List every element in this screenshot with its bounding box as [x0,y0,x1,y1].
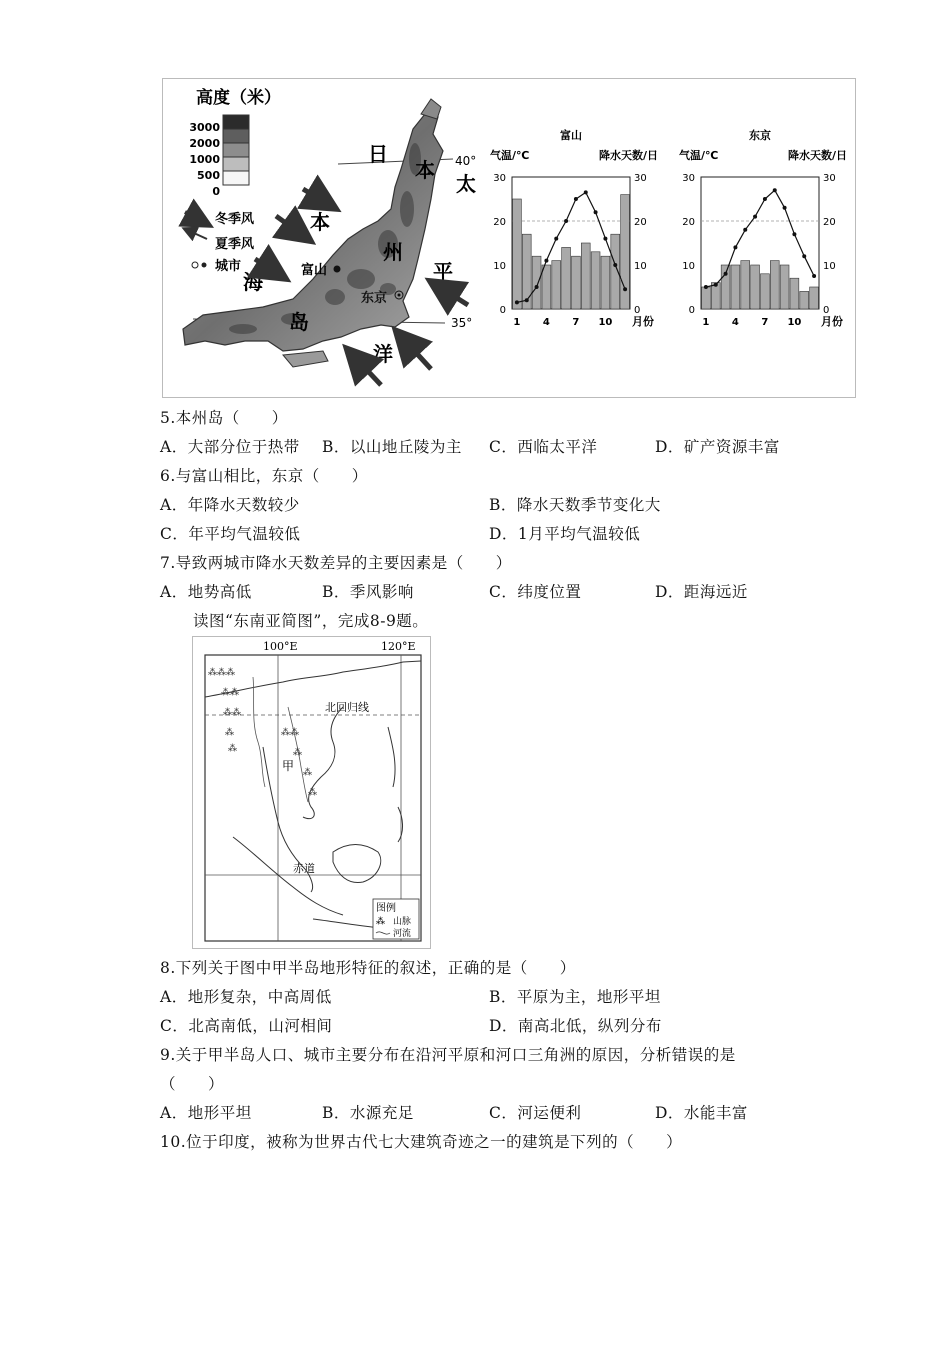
y-tick-left: 30 [493,173,506,184]
q10-stem: 10.位于印度，被称为世界古代七大建筑奇迹之一的建筑是下列的（ ） [160,1133,683,1151]
shikoku [283,351,328,367]
southeast-asia-map-svg [193,637,432,950]
q7-option-c: C．纬度位置 [489,583,582,601]
precip-bar [800,291,809,309]
tokyo-city-dot-icon [398,294,401,297]
temperature-point [613,263,617,267]
tokyo-label: 东京 [361,291,388,306]
q6-stem: 6.与富山相比，东京（ ） [160,467,368,485]
y-tick-right: 20 [634,217,647,228]
temperature-point [564,219,568,223]
temperature-point [544,259,548,263]
toyama-climate-chart [490,128,658,328]
temperature-point [783,206,787,210]
y-tick-left: 30 [682,173,695,184]
svg-text:⁂⁂: ⁂⁂ [221,688,239,698]
temperature-point [792,232,796,236]
right-axis-label: 降水天数/日 [787,149,847,162]
q8-option-b: B．平原为主，地形平坦 [489,988,661,1006]
left-axis-label: 气温/℃ [679,149,719,162]
temperature-point [724,272,728,276]
precip-bar [702,287,711,309]
legend-level: 0 [212,185,220,198]
legend-level: 1000 [189,153,220,166]
river [253,677,265,787]
svg-text:⁂⁂: ⁂⁂ [281,728,299,738]
precip-bar [810,287,819,309]
x-tick: 7 [572,317,580,328]
precip-bar [761,274,770,309]
honshu-char: 本 [415,158,435,182]
honshu-char: 岛 [289,310,309,334]
q9-option-a: A．地形平坦 [160,1104,252,1122]
lat35-label: 35° [451,316,473,330]
svg-text:⁂: ⁂ [303,768,312,778]
temperature-point [763,197,767,201]
lon120-label: 120°E [381,640,416,653]
precip-bar [513,199,522,309]
city-legend-icon [192,262,198,268]
legend-level: 3000 [189,121,220,134]
temperature-point [812,274,816,278]
svg-text:⁂: ⁂ [308,788,317,798]
x-tick: 1 [513,317,521,328]
legend-title: 高度（米） [196,88,281,108]
q9-option-b: B．水源充足 [322,1104,414,1122]
q7-option-d: D．距海远近 [655,583,748,601]
tropic-label: 北回归线 [325,701,369,714]
temperature-point [704,285,708,289]
winter-wind-legend-arrow [185,212,207,224]
y-tick-right: 10 [634,261,647,272]
y-tick-right: 0 [634,305,641,316]
winter-wind-label: 冬季风 [215,212,255,227]
temperature-point [773,188,777,192]
x-tick: 7 [761,317,769,328]
legend-level: 500 [197,169,220,182]
svg-text:⁂⁂: ⁂⁂ [223,708,241,718]
temperature-point [584,190,588,194]
precip-bar [522,234,531,309]
svg-text:⁂: ⁂ [225,728,234,738]
q7-option-a: A．地势高低 [160,583,252,601]
q8-option-a: A．地形复杂，中高周低 [160,988,332,1006]
lon100-label: 100°E [263,640,298,653]
sea-japan-char: 海 [243,270,263,294]
sea-japan-char: 本 [310,210,330,234]
temperature-point [525,298,529,302]
temperature-point [753,215,757,219]
temperature-point [594,210,598,214]
q9-stem: 9.关于甲半岛人口、城市主要分布在沿河平原和河口三角洲的原因，分析错误的是 [160,1046,736,1064]
precip-bar [572,256,581,309]
precip-bar [532,256,541,309]
chart-title: 东京 [749,129,771,142]
svg-text:⁂: ⁂ [293,748,302,758]
temperature-point [535,285,539,289]
temperature-point [554,237,558,241]
y-tick-left: 10 [493,261,506,272]
q6-option-d: D．1月平均气温较低 [489,525,641,543]
japan-map-svg [163,79,857,399]
legend-level: 2000 [189,137,220,150]
y-tick-right: 30 [823,173,836,184]
temperature-point [515,300,519,304]
pacific-char: 洋 [373,342,393,366]
left-axis-label: 气温/℃ [490,149,530,162]
precip-bar [751,265,760,309]
q8-option-d: D．南高北低，纵列分布 [489,1017,662,1035]
southeast-asia-map [192,636,431,949]
precip-bar [591,252,600,309]
q5-option-c: C．西临太平洋 [489,438,598,456]
honshu-char: 州 [383,240,403,264]
q7-stem: 7.导致两城市降水天数差异的主要因素是（ ） [160,554,512,572]
x-unit-label: 月份 [632,315,654,328]
y-tick-left: 0 [688,305,695,316]
temperature-point [743,228,747,232]
q5-option-a: A．大部分位于热带 [160,438,300,456]
precip-bar [562,247,571,309]
pacific-char: 太 [456,172,476,196]
river-legend-label: 河流 [393,929,412,939]
chart-title: 富山 [560,129,582,142]
svg-text:⁂⁂⁂: ⁂⁂⁂ [208,668,235,678]
temperature-point [733,245,737,249]
peninsula-label: 甲 [282,759,295,773]
precip-bar [780,265,789,309]
x-unit-label: 月份 [821,315,843,328]
svg-text:⁂: ⁂ [228,744,237,754]
q6-option-c: C．年平均气温较低 [160,525,301,543]
temperature-point [802,254,806,258]
q5-option-d: D．矿产资源丰富 [655,438,780,456]
y-tick-left: 20 [493,217,506,228]
x-tick: 10 [598,317,613,328]
borneo [333,845,381,883]
precip-bar [790,278,799,309]
y-tick-left: 20 [682,217,695,228]
q5-stem: 5.本州岛（ ） [160,409,288,427]
y-tick-left: 10 [682,261,695,272]
x-tick: 4 [731,317,739,328]
tokyo-climate-chart [679,128,847,328]
y-tick-right: 20 [823,217,836,228]
toyama-label: 富山 [301,263,328,278]
temperature-point [714,283,718,287]
q6-option-a: A．年降水天数较少 [160,496,300,514]
lat40-label: 40° [455,154,477,168]
pacific-char: 平 [433,260,453,284]
sea-japan-char: 日 [368,142,388,166]
intro-text: 读图“东南亚简图”，完成8-9题。 [193,612,429,630]
precip-bar [581,243,590,309]
summer-wind-legend-arrow [185,229,207,239]
y-tick-right: 30 [634,173,647,184]
precip-bar [770,261,779,309]
precip-bar [741,261,750,309]
q9-stem-continued: （ ） [160,1075,225,1093]
sumatra-coast [233,837,343,915]
x-tick: 4 [542,317,550,328]
q7-option-b: B．季风影响 [322,583,414,601]
precip-bar [621,195,630,309]
toyama-city-icon [334,266,341,273]
precip-bar [542,265,551,309]
temperature-point [574,197,578,201]
y-tick-left: 0 [499,305,506,316]
mountain-legend-icon: ⁂ [376,917,385,927]
precip-bar [721,265,730,309]
q9-option-d: D．水能丰富 [655,1104,748,1122]
q8-option-c: C．北高南低，山河相间 [160,1017,333,1035]
right-axis-label: 降水天数/日 [598,149,658,162]
x-tick: 1 [702,317,710,328]
y-tick-right: 10 [823,261,836,272]
mountain-symbols [208,667,317,798]
japan-figure [162,78,856,398]
elevation-legend [223,115,249,185]
temperature-point [623,287,627,291]
equator-label: 赤道 [293,862,315,875]
philippines [388,727,403,842]
q9-option-c: C．河运便利 [489,1104,582,1122]
y-tick-right: 0 [823,305,830,316]
q6-option-b: B．降水天数季节变化大 [489,496,661,514]
q5-option-b: B．以山地丘陵为主 [322,438,462,456]
temperature-point [603,237,607,241]
map-legend-title: 图例 [376,903,396,914]
precip-bar [552,261,561,309]
indochina-coast [303,707,343,819]
precip-bar [731,265,740,309]
city-legend-dot-icon [202,263,207,268]
mountain-legend-label: 山脉 [393,917,412,927]
precip-bar [601,256,610,309]
q8-stem: 8.下列关于图中甲半岛地形特征的叙述，正确的是（ ） [160,959,576,977]
summer-wind-label: 夏季风 [215,237,255,252]
x-tick: 10 [787,317,802,328]
city-legend-label: 城市 [215,259,242,274]
